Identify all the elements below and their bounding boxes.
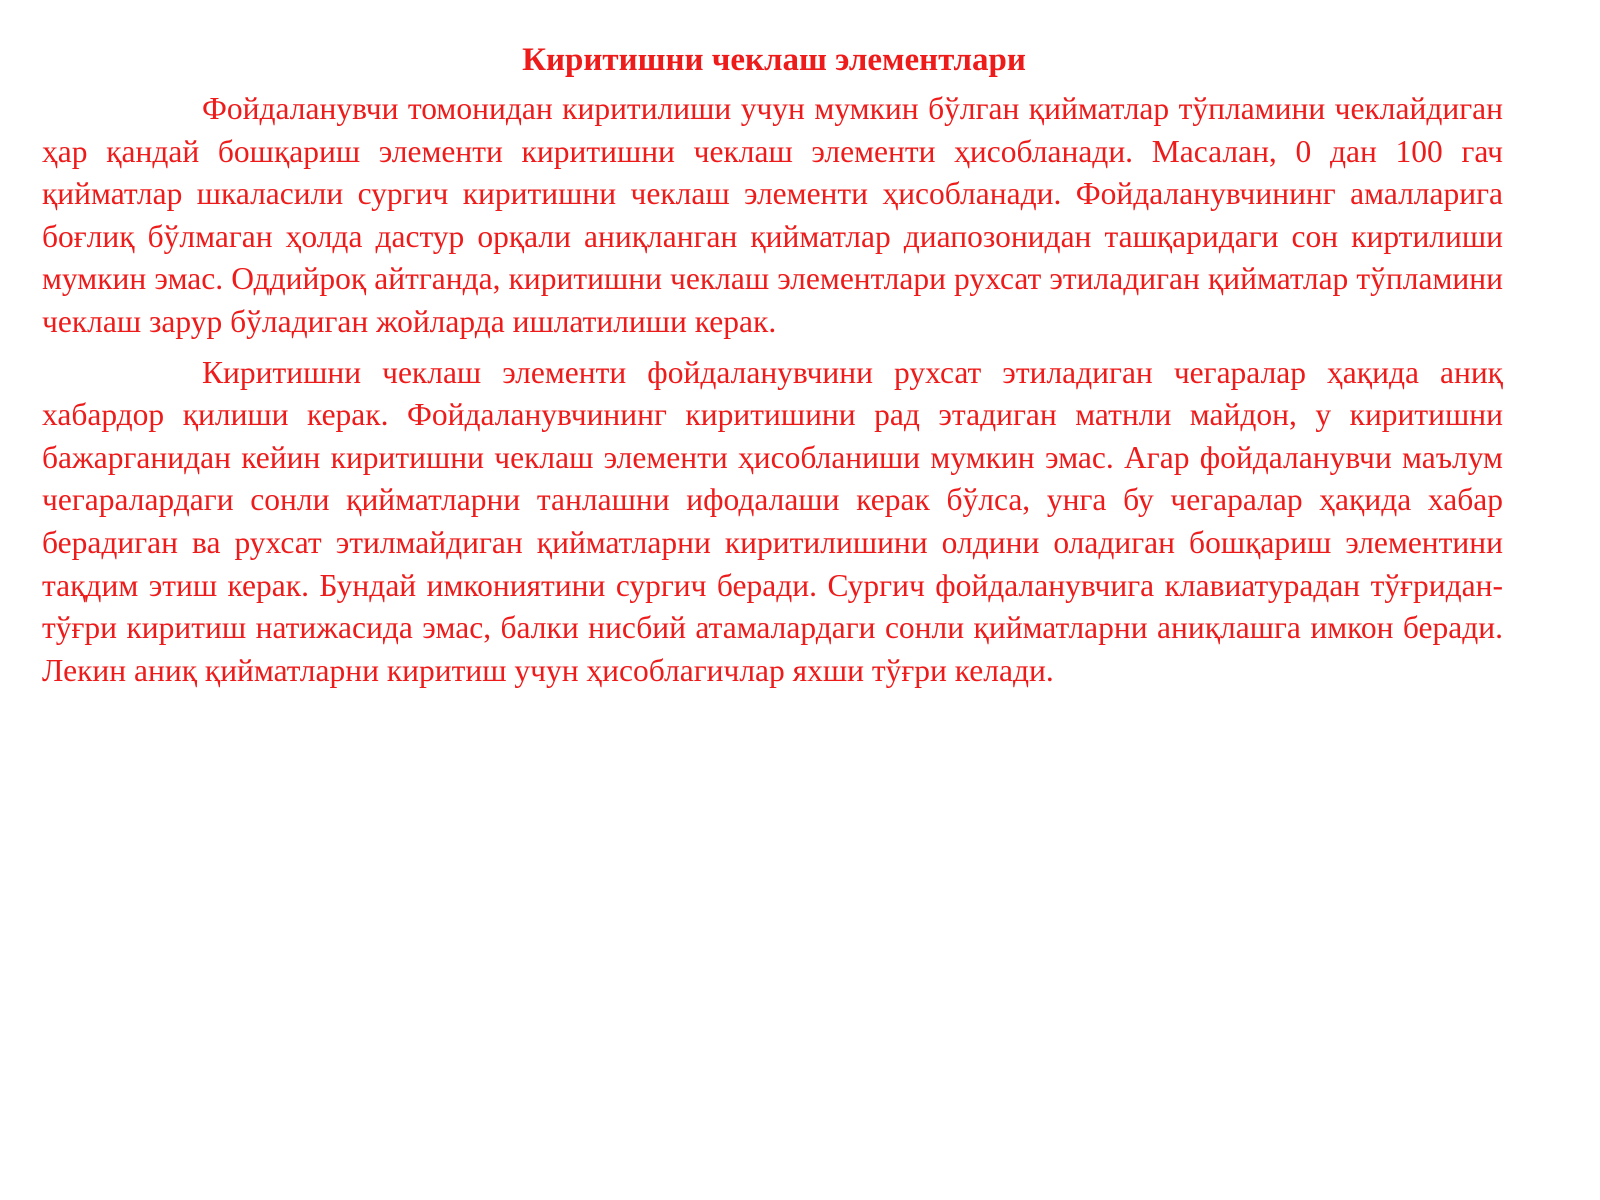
slide-body	[42, 88, 1503, 692]
slide-title: Киритишни чеклаш элементлари	[522, 42, 1026, 78]
paragraph-1: Фойдаланувчи томонидан киритилиши учун мумкин бўлган қийматлар тўпламини чеклайдиган ҳар қандай бошқариш элементи киритишни чеклаш элементи ҳисобланади. Масалан, 0 дан 100 гач қийматлар шкаласили сургич киритишни чеклаш элементи ҳисобланади. Фойдаланувчининг амалларига боғлиқ бўлмаган ҳолда дастур орқали аниқланган қийматлар диапозонидан ташқаридаги сон киртилиши мумкин эмас. Оддийроқ айтганда, киритишни чеклаш элементлари рухсат этиладиган қийматлар тўпламини чеклаш зарур бўладиган жойларда ишлатилиши керак.	[42, 91, 1503, 339]
paragraph-2: Киритишни чеклаш элементи фойдаланувчини рухсат этиладиган чегаралар ҳақида аниқ хабардор қилиши керак. Фойдаланувчининг киритишини рад этадиган матнли майдон, у киритишни бажарганидан кейин киритишни чеклаш элементи ҳисобланиши мумкин эмас. Агар фойдаланувчи маълум чегаралардаги сонли қийматларни танлашни ифодалаши керак бўлса, унга бу чегаралар ҳақида хабар берадиган ва рухсат этилмайдиган қийматларни киритилишини олдини оладиган бошқариш элементини тақдим этиш керак. Бундай имкониятини сургич беради. Сургич фойдаланувчига клавиатурадан тўғридан-тўғри киритиш натижасида эмас, балки нисбий атамалардаги сонли қийматларни аниқлашга имкон беради. Лекин аниқ қийматларни киритиш учун ҳисоблагичлар яхши тўғри келади.	[42, 354, 1503, 688]
